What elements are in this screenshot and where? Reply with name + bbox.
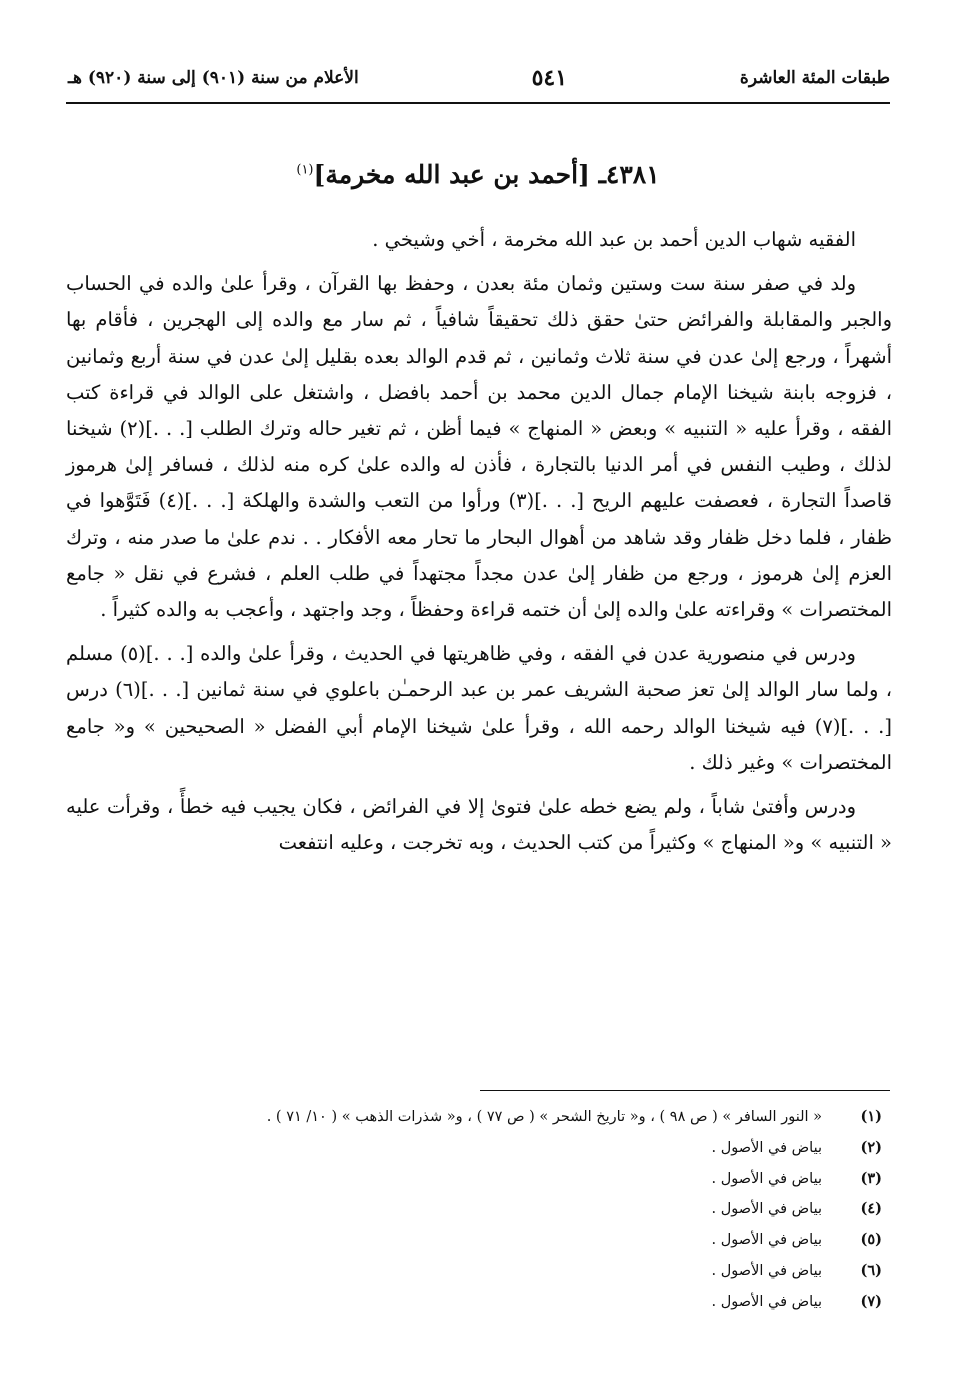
footnote bbox=[66, 1133, 890, 1164]
footnote bbox=[66, 1287, 890, 1318]
header-rule bbox=[66, 102, 890, 104]
entry-title-footnote-ref: (١) bbox=[296, 162, 314, 178]
footnote-number: (١) bbox=[860, 1108, 882, 1125]
footnote-number: (٧) bbox=[860, 1292, 882, 1310]
entry-title bbox=[68, 160, 888, 189]
footnote-number: (٢) bbox=[860, 1138, 882, 1156]
footnote-number: (٥) bbox=[860, 1231, 882, 1249]
page-number: ٥٤١ bbox=[531, 65, 568, 91]
paragraph: ولد في صفر سنة ست وستين وثمان مئة بعدن ، وحفظ بها القرآن ، وقرأ علىٰ والده في الحساب والجبر والمقابلة والفرائض حتىٰ حقق ذلك تحقيقاً شافياً ، ثم سار مع والده إلى الهجرين ، فأقام بها أشهراً ، ورجع إلىٰ عدن في سنة ثلاث وثمانين ، ثم قدم الوالد بعده بقليل إلىٰ عدن في سنة أربع وثمانين ، فزوجه بابنة شيخنا الإمام جمال الدين محمد بن أحمد بافضل ، واشتغل على الوالد في قراءة كتب الفقه ، وقرأ عليه « التنبيه » وبعض « المنهاج » فيما أظن ، ثم تغير حاله وترك الطلب [. . .](٢) شيخنا لذلك ، وطيب النفس في أمر الدنيا بالتجارة ، فأذن له والده علىٰ كره منه لذلك ، فسافر إلىٰ هرموز قاصداً التجارة ، فعصفت عليهم الريح [. . .](٣) ورأوا من التعب والشدة والهلكة [. . .](٤) فَتَوَّهوا في ظفار ، فلما دخل ظفار وقد شاهد من أهوال البحار ما تحار معه الأفكار . . ندم علىٰ ما صدر منه ، وترك العزم إلىٰ هرموز ، ورجع من ظفار إلىٰ عدن مجداً مجتهداً في طلب العلم ، فشرع في نقل « جامع المختصرات » وقراءته علىٰ والده إلىٰ أن ختمه قراءة وحفظاً ، وجد واجتهد ، وأعجب به والده كثيراً . bbox=[66, 272, 892, 622]
footnote-number: (٤) bbox=[860, 1200, 882, 1218]
footnote-text: بياض في الأصول . bbox=[711, 1293, 822, 1310]
footnote-number: (٣) bbox=[860, 1169, 882, 1187]
entry-title-text: ٤٣٨١ـ [أحمد بن عبد الله مخرمة] bbox=[313, 160, 660, 189]
paragraph: الفقيه شهاب الدين أحمد بن عبد الله مخرمة ، أخي وشيخي . bbox=[372, 228, 856, 251]
footnote bbox=[66, 1194, 890, 1225]
paragraph: ودرس وأفتىٰ شاباً ، ولم يضع خطه علىٰ فتوىٰ إلا في الفرائض ، فكان يجيب فيه خطأً ، وقرأت عليه « التنبيه » و« المنهاج » وكثيراً من كتب الحديث ، وبه تخرجت ، وعليه انتفعت bbox=[66, 795, 892, 855]
footnotes bbox=[66, 1102, 890, 1318]
running-header bbox=[68, 58, 890, 98]
body-text bbox=[66, 222, 892, 869]
footnote-text: بياض في الأصول . bbox=[711, 1170, 822, 1187]
footnote bbox=[66, 1225, 890, 1256]
footnote-text: بياض في الأصول . bbox=[711, 1139, 822, 1156]
header-section-title: طبقات المئة العاشرة bbox=[739, 68, 890, 88]
footnote-rule bbox=[480, 1090, 890, 1091]
footnote bbox=[66, 1256, 890, 1287]
footnote-text: « النور السافر » ( ص ٩٨ ) ، و« تاريخ الشحر » ( ص ٧٧ ) ، و« شذرات الذهب » ( ١٠/ ٧١ ) . bbox=[266, 1109, 822, 1125]
footnote-text: بياض في الأصول . bbox=[711, 1232, 822, 1249]
footnote bbox=[66, 1102, 890, 1133]
footnote bbox=[66, 1164, 890, 1195]
footnote-text: بياض في الأصول . bbox=[711, 1201, 822, 1218]
paragraph: ودرس في منصورية عدن في الفقه ، وفي ظاهريتها في الحديث ، وقرأ علىٰ والده [. . .](٥) مسلم ، ولما سار الوالد إلىٰ تعز صحبة الشريف عمر بن عبد الرحمـٰن باعلوي في سنة ثمانين [. . .](٦) درس [. . .](٧) فيه شيخنا الوالد رحمه الله ، وقرأ علىٰ شيخنا الإمام أبي الفضل « الصحيحين » و« جامع المختصرات » وغير ذلك . bbox=[66, 642, 892, 774]
footnote-number: (٦) bbox=[860, 1261, 882, 1279]
header-period-title: الأعلام من سنة (٩٠١) إلى سنة (٩٢٠) هـ bbox=[68, 68, 359, 88]
footnote-text: بياض في الأصول . bbox=[711, 1262, 822, 1279]
